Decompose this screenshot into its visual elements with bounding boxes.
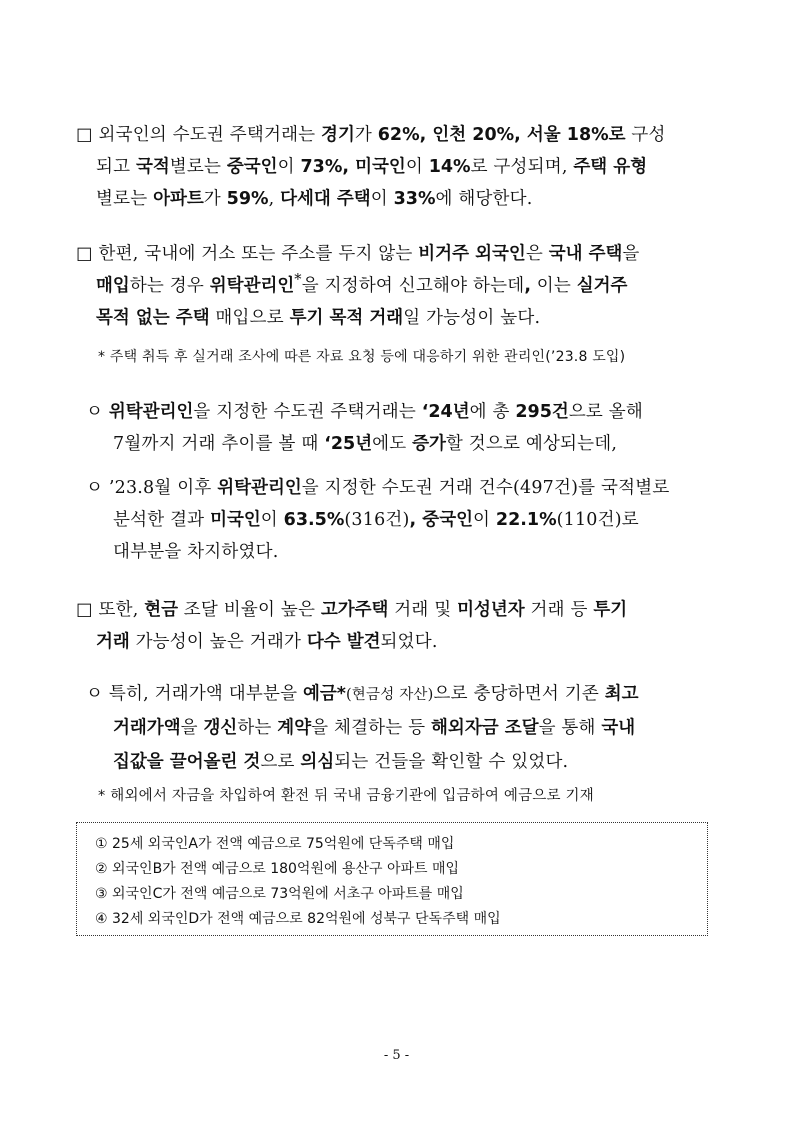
text: 이 <box>405 157 429 177</box>
bold-text: 실거주 <box>576 276 628 296</box>
text: 구성 <box>625 125 666 145</box>
footnote: * 해외에서 자금을 차입하여 환전 뒤 국내 금융기관에 입금하여 예금으로 기재 <box>98 788 594 804</box>
bold-text: 다세대 주택 <box>280 189 371 209</box>
bold-text: ‘24년 <box>421 402 470 422</box>
text-line <box>113 430 617 455</box>
text: 으로 <box>260 752 301 772</box>
text: 거래 및 <box>388 600 458 620</box>
text-line <box>113 506 639 531</box>
bold-text: 위탁관리인 <box>217 478 302 498</box>
text-line <box>86 474 669 499</box>
text-line <box>96 272 627 297</box>
bold-text: 매입 <box>96 276 130 296</box>
text: , <box>268 189 281 209</box>
text: 가 <box>203 189 227 209</box>
text: 을 지정한 수도권 주택거래는 <box>193 402 422 422</box>
text: 은 <box>525 244 549 264</box>
text: 되고 <box>96 157 136 177</box>
text-line <box>113 714 635 739</box>
text: 을 지정한 수도권 거래 건수(497건)를 국적별로 <box>301 478 670 498</box>
bold-text: , 중국인 <box>409 510 474 530</box>
text: 이 <box>277 157 301 177</box>
text: 가 <box>354 125 378 145</box>
bold-text: ‘25년 <box>324 434 373 454</box>
bold-text: 63.5% <box>283 510 345 530</box>
bold-text: 14% <box>428 157 471 177</box>
text: 거래 등 <box>524 600 594 620</box>
text-line <box>86 680 639 705</box>
bold-text: 국내 <box>601 718 636 738</box>
text: 을 체결하는 등 <box>311 718 432 738</box>
bold-text: 비거주 외국인 <box>418 244 526 264</box>
bold-text: 증가 <box>412 434 446 454</box>
text: 별로는 <box>169 157 227 177</box>
page-number: - 5 - <box>383 1048 410 1063</box>
bold-text: 예금* <box>302 684 346 704</box>
bold-text: 계약 <box>277 718 312 738</box>
bold-text: 투기 <box>593 600 628 620</box>
bold-text: 해외자금 조달 <box>431 718 539 738</box>
bold-text: 59% <box>226 189 269 209</box>
text: 이 <box>370 189 394 209</box>
text: (316건) <box>344 510 410 530</box>
bold-text: 현금 <box>144 600 179 620</box>
bold-text: 의심 <box>300 752 335 772</box>
footnote: * 주택 취득 후 실거래 조사에 따른 자료 요청 등에 대응하기 위한 관리인(’23.8 도입) <box>98 349 626 365</box>
bold-text: 투기 목적 거래 <box>289 308 404 328</box>
text-line <box>76 240 640 265</box>
bold-text: 국적 <box>135 157 170 177</box>
case-item: ① 25세 외국인A가 전액 예금으로 75억원에 단독주택 매입 <box>95 836 455 852</box>
text: 분석한 결과 <box>113 510 211 530</box>
bold-text: 위탁관리인 <box>209 276 295 296</box>
case-item: ④ 32세 외국인D가 전액 예금으로 82억원에 성북구 단독주택 매입 <box>95 911 501 927</box>
bold-text: 거래가액 <box>113 718 181 738</box>
text: 하는 경우 <box>129 276 210 296</box>
bold-text: 아파트 <box>153 189 204 209</box>
text: 으로 충당하면서 기존 <box>433 684 605 704</box>
bold-text: 거래 <box>96 632 130 652</box>
text: 을 <box>180 718 204 738</box>
bold-text: 295건 <box>515 402 569 422</box>
case-item: ② 외국인B가 전액 예금으로 180억원에 용산구 아파트 매입 <box>95 861 460 877</box>
text: 조달 비율이 높은 <box>178 600 321 620</box>
text: ㅇ ’23.8월 이후 <box>86 478 218 498</box>
text-line <box>96 153 647 178</box>
bold-text: 집값을 끌어올린 것 <box>113 752 261 772</box>
text-line: 대부분을 차지하였다. <box>113 542 279 562</box>
text: □ 외국인의 수도권 주택거래는 <box>76 125 322 145</box>
text: 을 지정하여 신고해야 하는데 <box>301 276 525 296</box>
text-line <box>96 628 438 653</box>
text: 되는 건들을 확인할 수 있었다. <box>334 752 569 772</box>
case-examples-box <box>76 822 708 936</box>
text: (110건)로 <box>556 510 639 530</box>
bold-text: 62%, 인천 20%, 서울 18%로 <box>377 125 626 145</box>
text: 이는 <box>530 276 577 296</box>
text-line <box>86 398 643 423</box>
text: 을 <box>622 244 640 264</box>
bold-text: 국내 주택 <box>548 244 623 264</box>
text: 을 통해 <box>538 718 602 738</box>
bold-text: 22.1% <box>495 510 557 530</box>
bold-text: 다수 발견 <box>306 632 381 652</box>
text: 에 해당한다. <box>435 189 533 209</box>
text: □ 또한, <box>76 600 145 620</box>
bold-text: 최고 <box>604 684 639 704</box>
text-line <box>96 185 533 210</box>
bold-text: 갱신 <box>203 718 238 738</box>
text-line <box>96 304 540 329</box>
bold-text: 고가주택 <box>320 600 389 620</box>
text: ㅇ 특히, 거래가액 대부분을 <box>86 684 303 704</box>
bold-text: , <box>524 276 531 296</box>
text-line <box>113 748 568 773</box>
footnote-marker: * <box>294 272 302 289</box>
text: 할 것으로 예상되는데, <box>445 434 618 454</box>
text: ㅇ <box>86 402 109 422</box>
text: 이 <box>473 510 496 530</box>
text-line <box>76 121 666 146</box>
case-item: ③ 외국인C가 전액 예금으로 73억원에 서초구 아파트를 매입 <box>95 886 464 902</box>
bold-text: 주택 유형 <box>573 157 648 177</box>
bold-text: 73%, 미국인 <box>300 157 406 177</box>
bold-text: 위탁관리인 <box>108 402 194 422</box>
bold-text: 미성년자 <box>457 600 525 620</box>
bold-text: 목적 없는 주택 <box>96 308 210 328</box>
text: 로 구성되며, <box>470 157 574 177</box>
text: 별로는 <box>96 189 154 209</box>
text: 에도 <box>372 434 413 454</box>
text: 으로 올해 <box>568 402 643 422</box>
bold-text: 경기 <box>321 125 355 145</box>
text: 이 <box>260 510 284 530</box>
text: 가능성이 높은 거래가 <box>129 632 307 652</box>
text: 7월까지 거래 추이를 볼 때 <box>113 434 325 454</box>
text: 되었다. <box>380 632 438 652</box>
bold-text: 중국인 <box>226 157 278 177</box>
text-line <box>76 596 627 621</box>
bold-text: 미국인 <box>210 510 261 530</box>
bold-text: 33% <box>393 189 436 209</box>
text: □ 한편, 국내에 거소 또는 주소를 두지 않는 <box>76 244 419 264</box>
text: 에 총 <box>469 402 516 422</box>
text: 하는 <box>237 718 278 738</box>
text: 일 가능성이 높다. <box>403 308 541 328</box>
text: (현금성 자산) <box>345 687 434 703</box>
text: 매입으로 <box>209 308 290 328</box>
